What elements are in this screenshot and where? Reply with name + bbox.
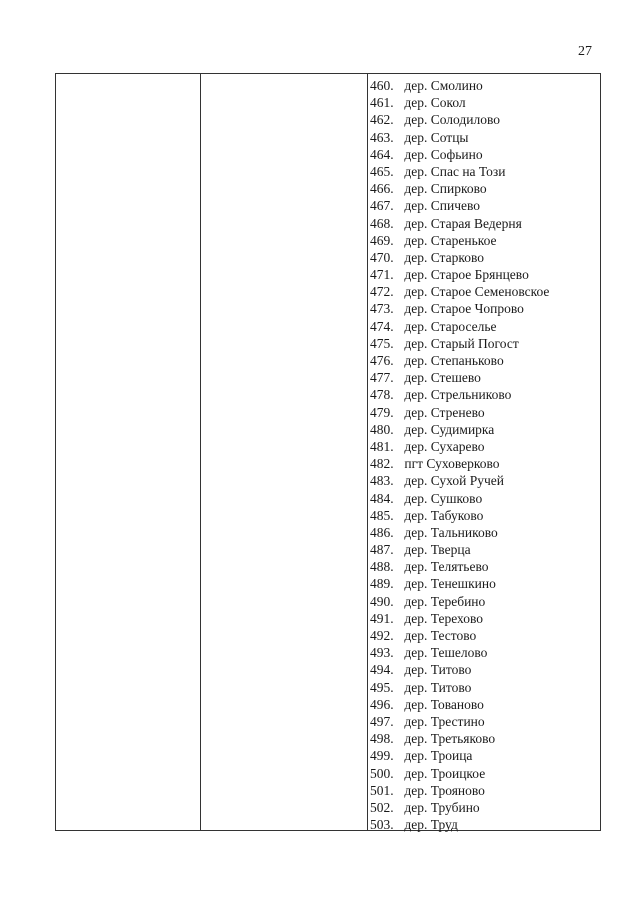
item-text: дер. Табуково (404, 507, 484, 523)
item-number: 485. (370, 507, 394, 523)
list-item (370, 232, 549, 249)
list-item (370, 541, 549, 558)
list-item (370, 386, 549, 403)
item-number: 475. (370, 335, 394, 351)
item-text: дер. Стренево (404, 404, 485, 420)
list-item (370, 799, 549, 816)
item-text: пгт Суховерково (404, 456, 500, 472)
item-number: 472. (370, 284, 394, 300)
item-number: 480. (370, 421, 394, 437)
item-text: дер. Титово (404, 679, 472, 695)
list-item (370, 335, 549, 352)
list-item (370, 94, 549, 111)
item-number: 502. (370, 799, 394, 815)
item-number: 489. (370, 576, 394, 592)
list-item (370, 713, 549, 730)
list-item (370, 215, 549, 232)
list-item (370, 575, 549, 592)
item-text: дер. Сокол (404, 95, 466, 111)
item-text: дер. Трубино (404, 799, 480, 815)
list-item (370, 318, 549, 335)
item-text: дер. Троица (404, 748, 473, 764)
item-number: 499. (370, 748, 394, 764)
item-number: 484. (370, 490, 394, 506)
item-number: 492. (370, 628, 394, 643)
list-item (370, 490, 549, 507)
page-number: 27 (578, 44, 592, 59)
item-text: дер. Троицкое (404, 765, 486, 781)
item-text: дер. Степаньково (404, 353, 504, 368)
list-item (370, 421, 549, 438)
list-item (370, 472, 549, 489)
list-item (370, 455, 549, 472)
item-number: 461. (370, 95, 394, 111)
list-item (370, 730, 549, 747)
item-text: дер. Старое Семеновское (404, 284, 550, 300)
settlement-list (370, 77, 549, 833)
list-item (370, 283, 549, 300)
item-text: дер. Трояново (404, 782, 485, 798)
item-number: 469. (370, 232, 394, 248)
list-item (370, 352, 549, 369)
item-number: 478. (370, 387, 394, 403)
item-text: дер. Тверца (404, 542, 471, 558)
item-text: дер. Тованово (404, 696, 484, 712)
list-item (370, 180, 549, 197)
item-number: 497. (370, 713, 394, 729)
list-item (370, 558, 549, 575)
item-text: дер. Сушково (404, 490, 483, 506)
item-number: 470. (370, 249, 394, 265)
item-text: дер. Старое Брянцево (404, 267, 529, 283)
item-text: дер. Сухой Ручей (404, 473, 505, 489)
list-item (370, 644, 549, 661)
item-text: дер. Тальниково (404, 524, 498, 540)
item-number: 474. (370, 318, 394, 334)
item-number: 503. (370, 817, 394, 833)
item-text: дер. Теребино (404, 593, 486, 609)
item-text: дер. Сотцы (404, 129, 469, 145)
list-item (370, 747, 549, 764)
item-number: 496. (370, 696, 394, 712)
list-item (370, 197, 549, 214)
item-number: 493. (370, 645, 394, 661)
item-text: дер. Солодилово (404, 112, 501, 128)
item-number: 481. (370, 438, 394, 454)
item-number: 498. (370, 731, 394, 747)
list-item (370, 369, 549, 386)
item-number: 483. (370, 473, 394, 489)
list-item (370, 627, 549, 644)
item-text: дер. Спирково (404, 181, 487, 197)
item-text: дер. Труд (404, 817, 458, 833)
list-item (370, 524, 549, 541)
item-text: дер. Спас на Този (404, 163, 506, 179)
item-text: дер. Старково (404, 249, 485, 265)
item-number: 471. (370, 267, 394, 283)
list-item (370, 300, 549, 317)
item-text: дер. Трестино (404, 713, 485, 729)
list-item (370, 438, 549, 455)
list-item (370, 146, 549, 163)
item-number: 476. (370, 353, 394, 368)
list-item (370, 661, 549, 678)
list-item (370, 129, 549, 146)
item-number: 486. (370, 524, 394, 540)
item-text: дер. Старая Ведерня (404, 215, 522, 231)
list-item (370, 782, 549, 799)
item-text: дер. Титово (404, 662, 472, 678)
settlement-table (55, 73, 601, 831)
list-item (370, 696, 549, 713)
item-text: дер. Старое Чопрово (404, 301, 524, 317)
list-item (370, 404, 549, 421)
item-number: 468. (370, 215, 394, 231)
list-item (370, 249, 549, 266)
item-text: дер. Старый Погост (404, 335, 519, 351)
item-text: дер. Стрельниково (404, 387, 512, 403)
item-text: дер. Старенькое (404, 232, 497, 248)
item-text: дер. Тешелово (404, 645, 488, 661)
item-number: 490. (370, 593, 394, 609)
item-text: дер. Стешево (404, 370, 481, 386)
item-number: 479. (370, 404, 394, 420)
item-text: дер. Терехово (404, 610, 484, 626)
item-number: 467. (370, 198, 394, 214)
item-text: дер. Тенешкино (404, 576, 496, 592)
item-number: 491. (370, 610, 394, 626)
list-item (370, 610, 549, 627)
item-text: дер. Софьино (404, 146, 483, 162)
item-number: 464. (370, 146, 394, 162)
item-text: дер. Телятьево (404, 559, 489, 575)
list-item (370, 77, 549, 94)
list-item (370, 816, 549, 833)
item-text: дер. Тестово (404, 628, 477, 643)
item-text: дер. Староселье (404, 318, 497, 334)
item-number: 482. (370, 456, 394, 472)
list-item (370, 679, 549, 696)
item-text: дер. Спичево (404, 198, 481, 214)
item-number: 495. (370, 679, 394, 695)
item-number: 488. (370, 559, 394, 575)
list-item (370, 507, 549, 524)
list-item (370, 765, 549, 782)
item-text: дер. Смолино (404, 78, 483, 93)
item-text: дер. Третьяково (404, 731, 496, 747)
item-text: дер. Судимирка (404, 421, 495, 437)
list-item (370, 593, 549, 610)
item-number: 473. (370, 301, 394, 317)
column-divider (367, 74, 368, 830)
list-item (370, 163, 549, 180)
item-number: 501. (370, 782, 394, 798)
item-number: 463. (370, 129, 394, 145)
item-number: 487. (370, 542, 394, 558)
item-number: 460. (370, 78, 394, 93)
item-text: дер. Сухарево (404, 438, 485, 454)
list-item (370, 266, 549, 283)
item-number: 465. (370, 163, 394, 179)
item-number: 494. (370, 662, 394, 678)
column-divider (200, 74, 201, 830)
item-number: 500. (370, 765, 394, 781)
list-item (370, 111, 549, 128)
item-number: 462. (370, 112, 394, 128)
item-number: 477. (370, 370, 394, 386)
item-number: 466. (370, 181, 394, 197)
